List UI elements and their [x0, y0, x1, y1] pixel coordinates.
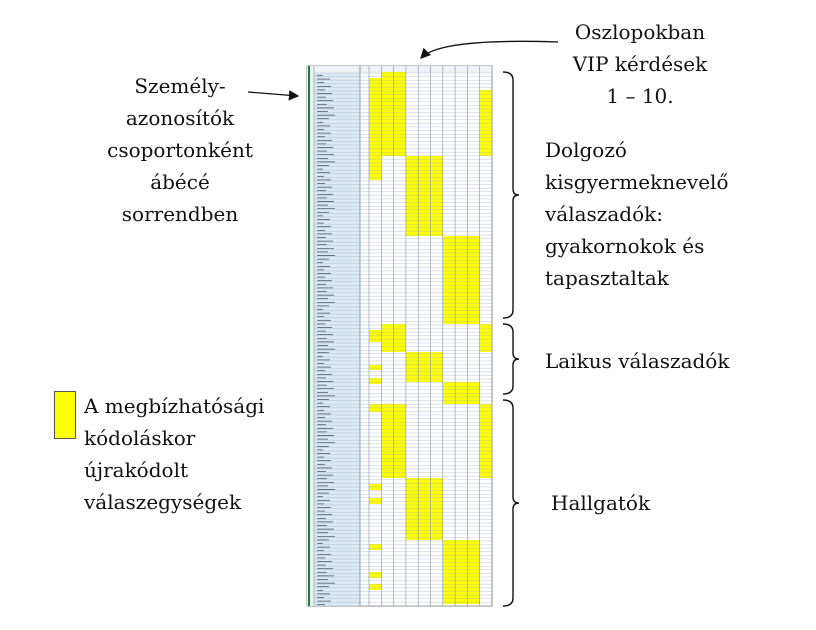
highlight-block-20	[480, 324, 492, 352]
brace-students	[503, 400, 519, 606]
students-line-1: Hallgatók	[551, 491, 651, 515]
person-id-annotation	[100, 70, 260, 230]
highlight-block-11	[369, 330, 381, 342]
highlight-block-10	[480, 90, 492, 156]
brace-laypeople	[503, 324, 519, 394]
highlight-block-31	[369, 365, 381, 370]
highlight-block-12	[381, 324, 393, 352]
vip-line-3: 1 – 10.	[606, 84, 674, 108]
legend-line-3: újrakódolt	[84, 458, 189, 482]
highlight-block-34	[369, 498, 381, 504]
group-workers-label	[545, 134, 785, 294]
id-line-2: azonosítók	[125, 106, 235, 130]
group-laypeople-label	[545, 345, 785, 377]
laypeople-line-1: Laikus válaszadók	[545, 349, 730, 373]
id-line-5: sorrendben	[121, 202, 239, 226]
legend-label	[84, 390, 304, 518]
brace-workers	[503, 72, 519, 318]
highlight-block-4	[406, 156, 418, 236]
highlight-block-35	[369, 544, 381, 550]
legend-yellow-swatch	[54, 391, 76, 439]
highlight-block-7	[443, 236, 455, 324]
highlight-block-16	[431, 352, 443, 382]
highlight-block-40	[369, 144, 381, 152]
highlight-block-13	[394, 324, 406, 352]
highlight-block-15	[418, 352, 430, 382]
sheet-header-row	[307, 66, 492, 73]
highlight-block-29	[467, 540, 479, 604]
highlight-block-14	[406, 352, 418, 382]
highlight-block-26	[431, 478, 443, 540]
highlight-block-5	[418, 156, 430, 236]
vip-columns-annotation	[545, 16, 735, 112]
id-line-3: csoportonként	[107, 138, 253, 162]
highlight-block-24	[406, 478, 418, 540]
workers-line-5: tapasztaltak	[545, 266, 669, 290]
legend-line-1: A megbízhatósági	[84, 394, 265, 418]
id-line-1: Személy-	[134, 74, 226, 98]
highlight-block-25	[418, 478, 430, 540]
highlight-block-9	[467, 236, 479, 324]
workers-line-3: válaszadók:	[545, 202, 663, 226]
highlight-block-2	[381, 72, 393, 156]
workers-line-1: Dolgozó	[545, 138, 627, 162]
highlight-block-37	[369, 584, 381, 590]
legend-line-4: válaszegységek	[84, 490, 242, 514]
group-students-label	[551, 487, 751, 519]
vip-line-1: Oszlopokban	[574, 20, 706, 44]
workers-line-2: kisgyermeknevelő	[545, 170, 729, 194]
id-line-4: ábécé	[150, 170, 210, 194]
highlight-block-3	[394, 72, 406, 156]
legend-line-2: kódoláskor	[84, 426, 196, 450]
highlight-block-28	[455, 540, 467, 604]
highlight-block-21	[369, 404, 381, 412]
highlight-block-27	[443, 540, 455, 604]
workers-line-4: gyakornokok és	[545, 234, 705, 258]
arrow-to-vip-columns	[421, 41, 558, 58]
vip-line-2: VIP kérdések	[572, 52, 708, 76]
highlight-block-8	[455, 236, 467, 324]
highlight-block-6	[431, 156, 443, 236]
